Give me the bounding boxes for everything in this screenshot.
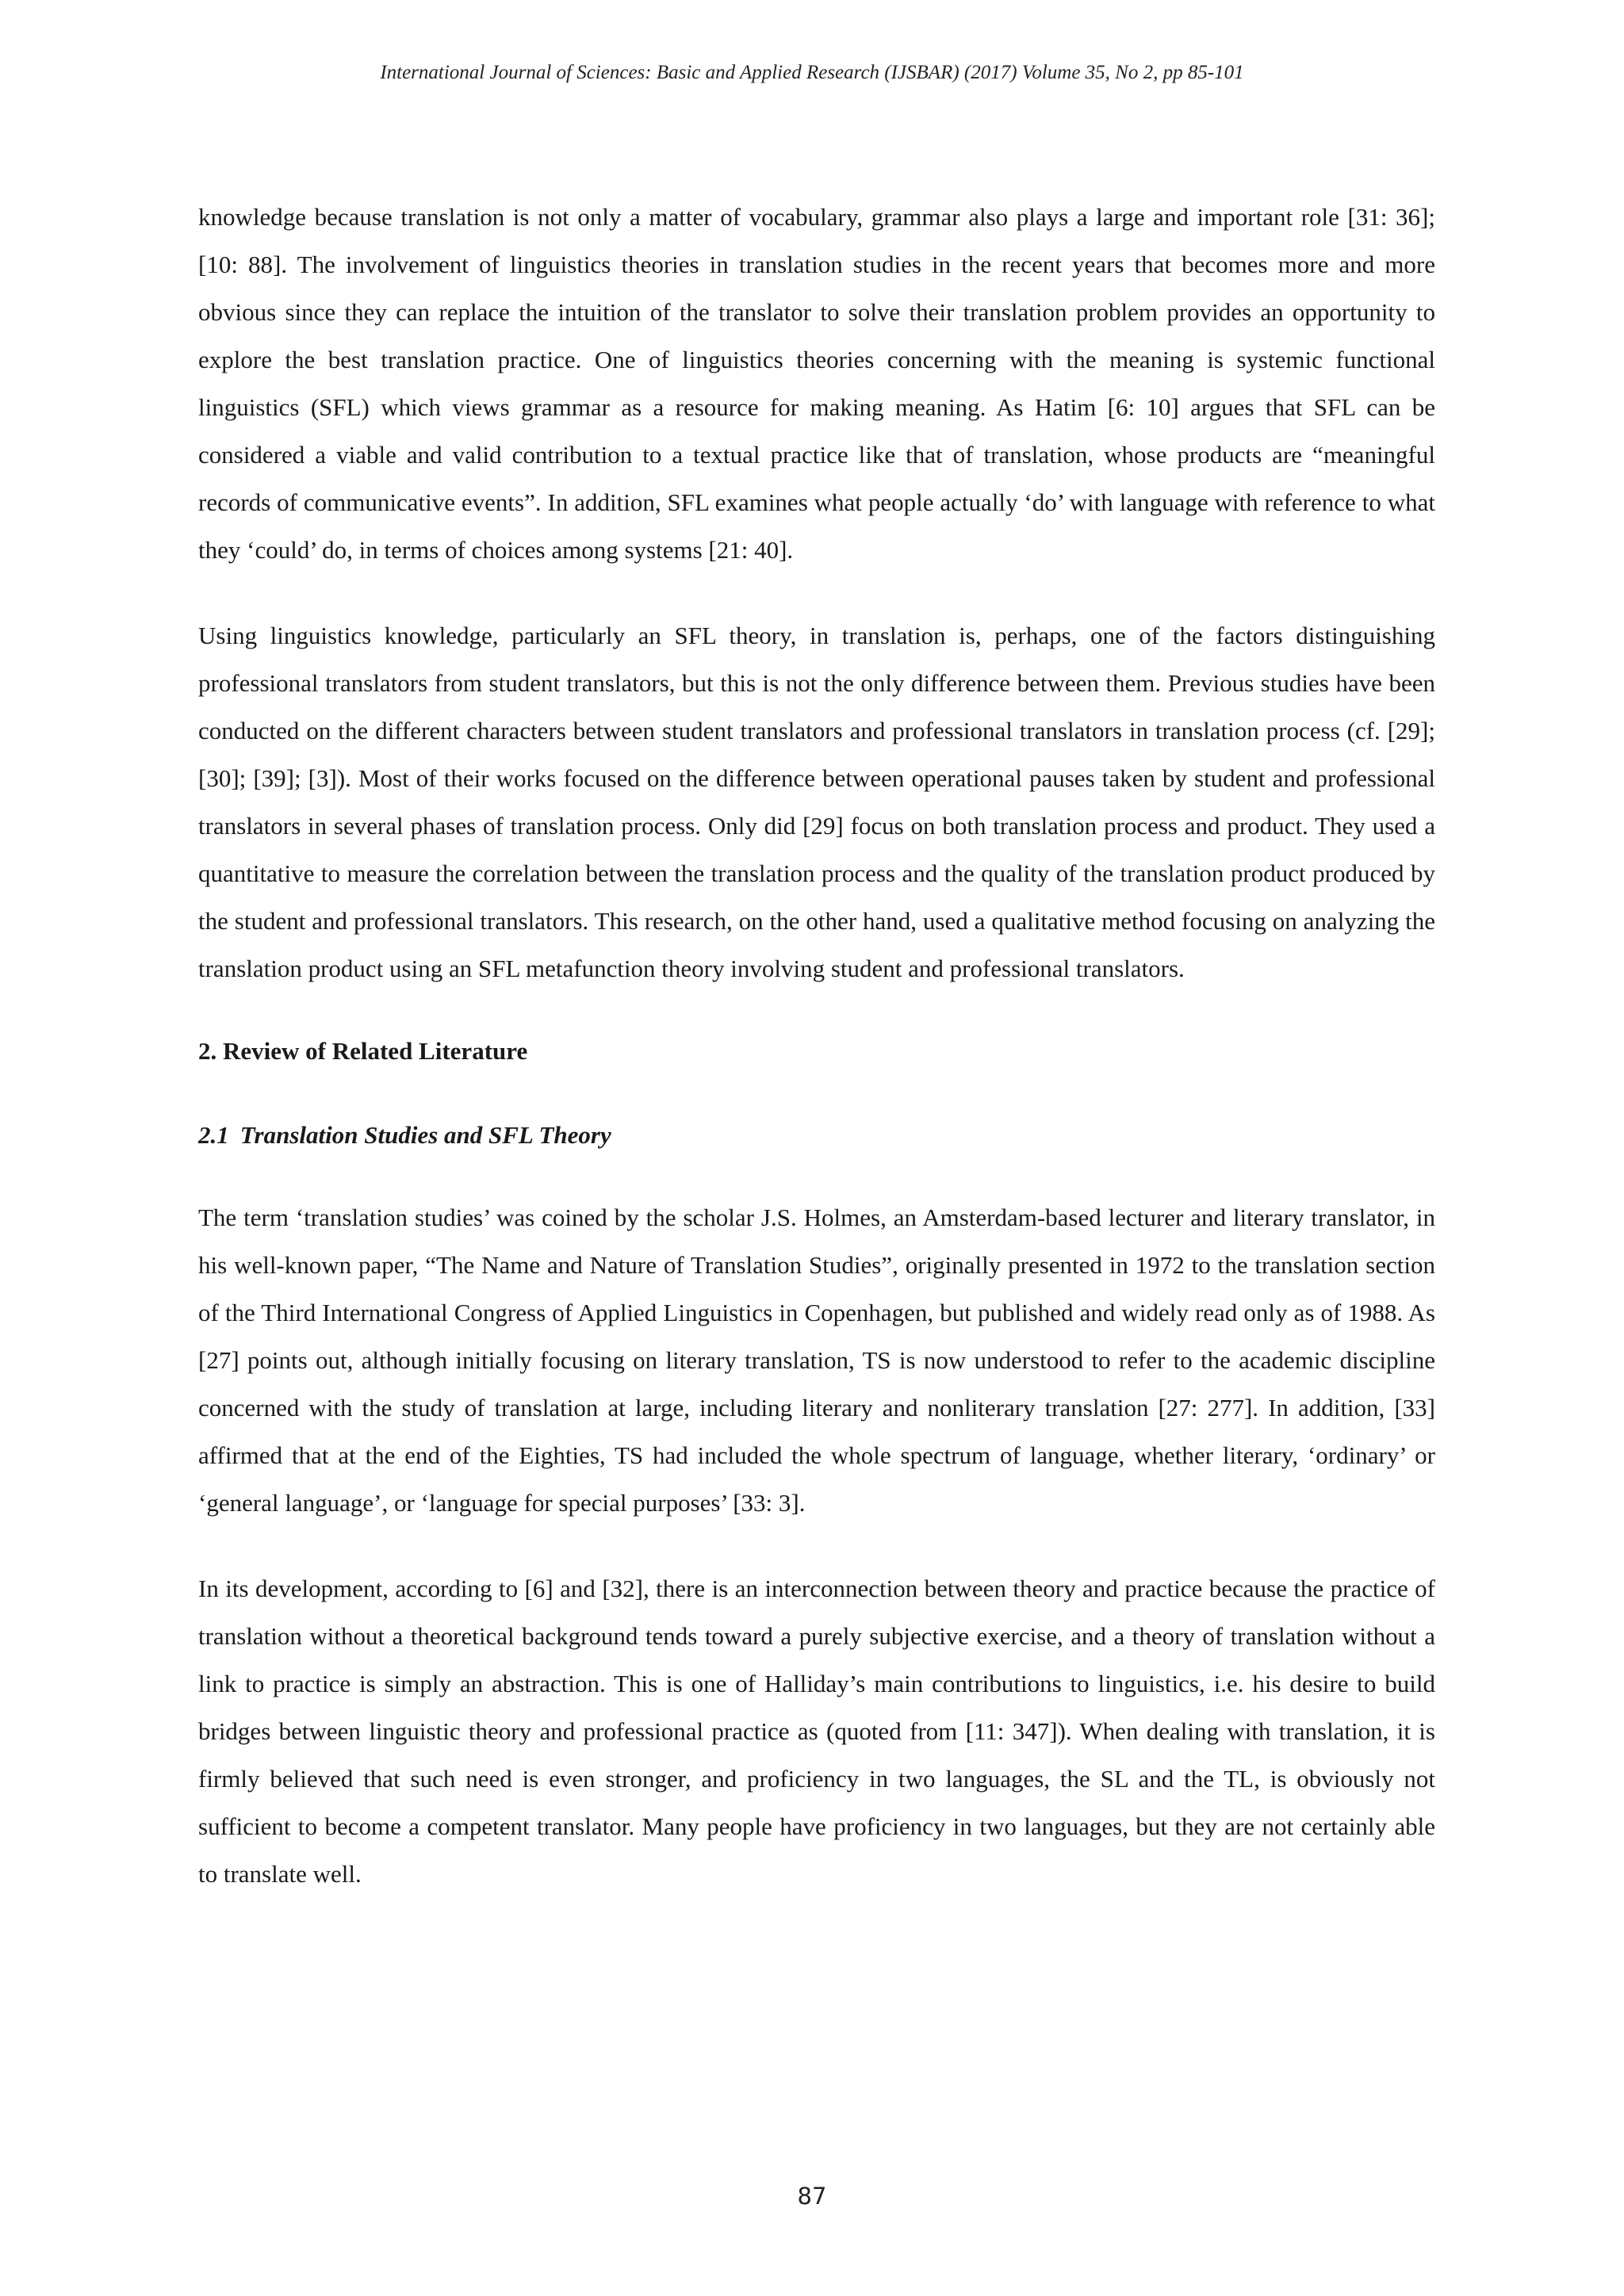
section-heading: 2. Review of Related Literature [198,1037,528,1065]
body-paragraph-2: Using linguistics knowledge, particularly an SFL theory, in translation is, perhaps, one of the factors distinguishing professional translators from student translators, but this is not the only difference between them. Previous studies have been conducted on the different characters between student translators and professional translators in translation process (cf. [29]; [30]; [39]; [3]). Most of their works focused on the difference between operational pauses taken by student and professional translators in several phases of translation process. Only did [29] focus on both translation process and product. They used a quantitative to measure the correlation between the translation process and the quality of the translation product produced by the student and professional translators. This research, on the other hand, used a qualitative method focusing on analyzing the translation product using an SFL metafunction theory involving student and professional translators. [198,622,1435,982]
section-paragraph-1: The term ‘translation studies’ was coined by the scholar J.S. Holmes, an Amsterdam-based lecturer and literary translator, in his well-known paper, “The Name and Nature of Translation Studies”, originally presented in 1972 to the translation section of the Third International Congress of Applied Linguistics in Copenhagen, but published and widely read only as of 1988. As [27] points out, although initially focusing on literary translation, TS is now understood to refer to the academic discipline concerned with the study of translation at large, including literary and nonliterary translation [27: 277]. In addition, [33] affirmed that at the end of the Eighties, TS had included the whole spectrum of language, whether literary, ‘ordinary’ or ‘general language’, or ‘language for special purposes’ [33: 3]. [198,1203,1435,1517]
article-body [198,193,1435,1898]
subsection-number: 2.1 [198,1121,229,1149]
page-number: 87 [797,2183,827,2210]
running-header: International Journal of Sciences: Basic and Applied Research (IJSBAR) (2017) Volume 35, No 2, pp 85-101 [380,62,1244,83]
subsection-title: Translation Studies and SFL Theory [239,1121,611,1149]
section-paragraph-2: In its development, according to [6] and [32], there is an interconnection between theory and practice because the practice of translation without a theoretical background tends toward a purely subjective exercise, and a theory of translation without a link to practice is simply an abstraction. This is one of Halliday’s main contributions to linguistics, i.e. his desire to build bridges between linguistic theory and professional practice as (quoted from [11: 347]). When dealing with translation, it is firmly believed that such need is even stronger, and proficiency in two languages, the SL and the TL, is obviously not sufficient to become a competent translator. Many people have proficiency in two languages, but they are not certainly able to translate well. [198,1575,1435,1888]
body-paragraph-1: knowledge because translation is not only a matter of vocabulary, grammar also plays a large and important role [31: 36]; [10: 88]. The involvement of linguistics theories in translation studies in the recent years that becomes more and more obvious since they can replace the intuition of the translator to solve their translation problem provides an opportunity to explore the best translation practice. One of linguistics theories concerning with the meaning is systemic functional linguistics (SFL) which views grammar as a resource for making meaning. As Hatim [6: 10] argues that SFL can be considered a viable and valid contribution to a textual practice like that of translation, whose products are “meaningful records of communicative events”. In addition, SFL examines what people actually ‘do’ with language with reference to what they ‘could’ do, in terms of choices among systems [21: 40]. [198,203,1435,564]
subsection-heading [198,1116,1435,1154]
